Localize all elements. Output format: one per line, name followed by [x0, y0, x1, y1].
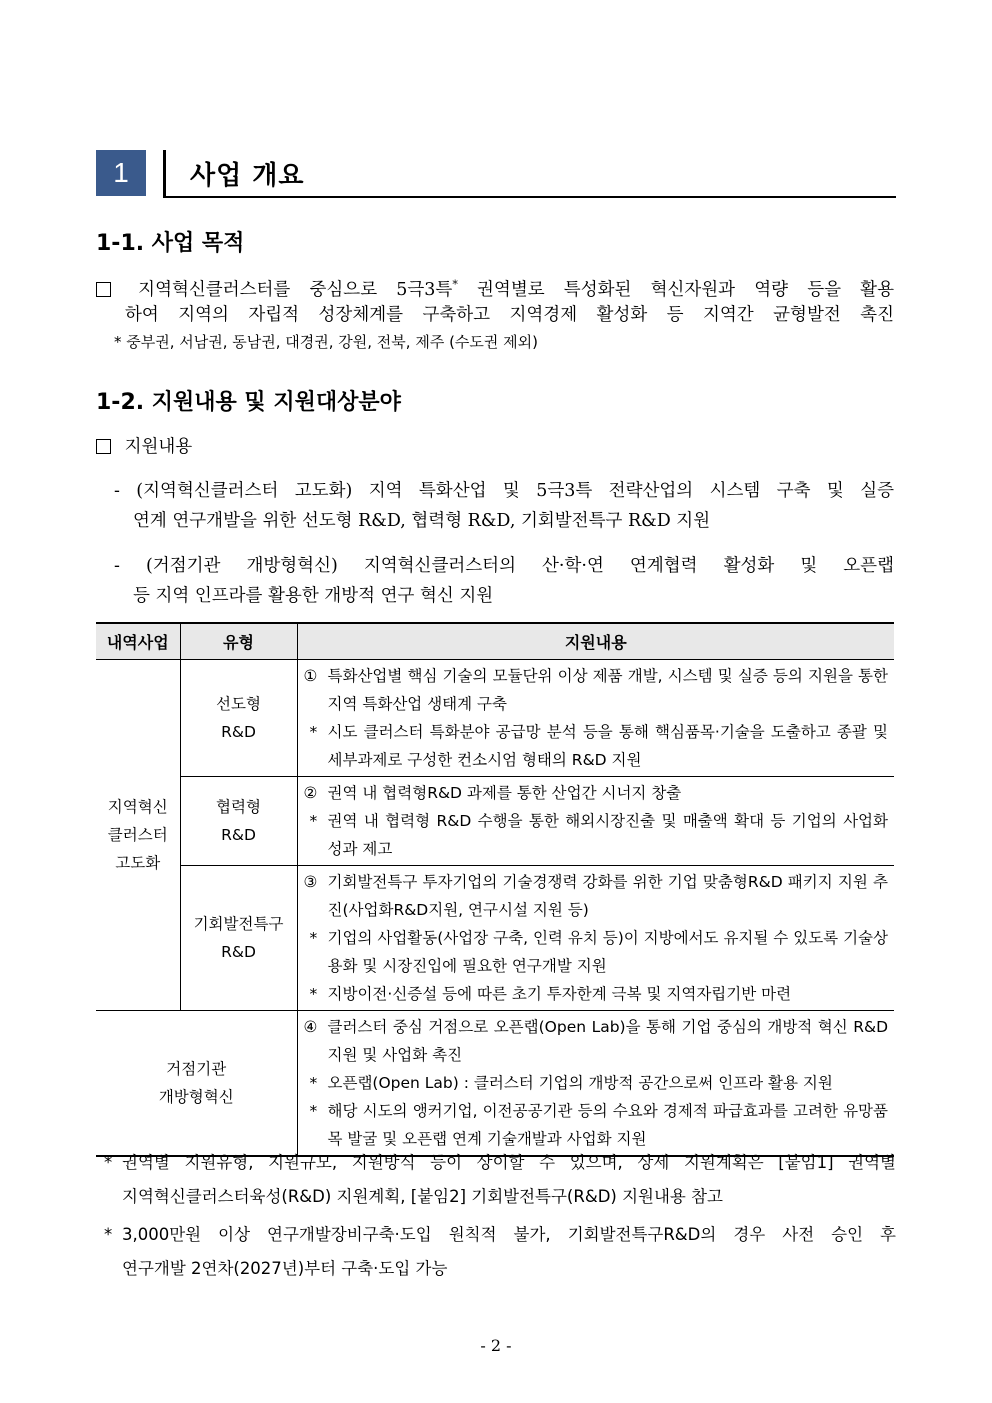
checkbox-icon: [96, 439, 111, 454]
section-divider-bar: [163, 150, 166, 198]
purpose-heading: 1-1. 사업 목적: [96, 231, 245, 256]
support-sub-note: * 해당 시도의 앵커기업, 이전공공기관 등의 수요와 경제적 파급효과를 고려한 유망품목 발굴 및 오픈랩 연계 기술개발과 사업화 지원: [309, 1102, 888, 1148]
purpose-line-1: 지역혁신클러스터를 중심으로 5극3특* 권역별로 특성화된 혁신자원과 역량 등을 활용: [96, 270, 894, 305]
support-content-cell: [297, 660, 894, 777]
support-label-line: 지원내용: [96, 432, 192, 462]
section-number-box: [96, 150, 146, 196]
support-main-item: ② 권역 내 협력형R&D 과제를 통한 산업간 시너지 창출: [303, 784, 682, 802]
section-number: 1: [113, 157, 129, 188]
support-bullet-2-line-1: - (거점기관 개방형혁신) 지역혁신클러스터의 산·학·연 연계협력 활성화 및 오픈랩: [114, 556, 894, 576]
support-content-cell: [297, 1011, 894, 1157]
support-bullet-1-line-2: 연계 연구개발을 위한 선도형 R&D, 협력형 R&D, 기회발전특구 R&D 지원: [133, 511, 711, 531]
support-content-cell: [297, 777, 894, 866]
table-row: [96, 866, 894, 1011]
purpose-line-2: 하여 지역의 자립적 성장체계를 구축하고 지역경제 활성화 등 지역간 균형발전 촉진: [125, 305, 894, 325]
program-cell: 지역혁신 클러스터 고도화: [96, 660, 180, 1011]
type-cell: 기회발전특구 R&D: [180, 866, 297, 1011]
section-title: 사업 개요: [190, 161, 305, 191]
support-main-item: ① 특화산업별 핵심 기술의 모듈단위 이상 제품 개발, 시스템 및 실증 등의 지원을 통한 지역 특화산업 생태계 구축: [303, 667, 888, 713]
footnote-1: * 권역별 지원유형, 지원규모, 지원방식 등이 상이할 수 있으며, 상세 지원계획은 [붙임1] 권역별 지역혁신클러스터육성(R&D) 지원계획, [붙임2] 기회발전특구(R&D) 지원내용 참고: [104, 1153, 896, 1206]
table-row: [96, 1011, 894, 1157]
header-type: 유형: [180, 623, 297, 660]
support-sub-note: * 기업의 사업활동(사업장 구축, 인력 유치 등)이 지방에서도 유지될 수 있도록 기술상용화 및 시장진입에 필요한 연구개발 지원: [309, 929, 888, 975]
support-sub-note: * 오픈랩(Open Lab) : 클러스터 기업의 개방적 공간으로써 인프라 활용 지원: [309, 1074, 833, 1092]
support-sub-note: * 시도 클러스터 특화분야 공급망 분석 등을 통해 핵심품목·기술을 도출하고 종괄 및 세부과제로 구성한 컨소시엄 형태의 R&D 지원: [309, 723, 888, 769]
support-content-cell: [297, 866, 894, 1011]
table-row: [96, 777, 894, 866]
support-heading: 1-2. 지원내용 및 지원대상분야: [96, 390, 401, 415]
support-bullet-2-line-2: 등 지역 인프라를 활용한 개방적 연구 혁신 지원: [133, 586, 494, 606]
purpose-note: * 중부권, 서남권, 동남권, 대경권, 강원, 전북, 제주 (수도권 제외): [114, 333, 538, 351]
header-content: 지원내용: [297, 623, 894, 660]
support-bullet-1-line-1: - (지역혁신클러스터 고도화) 지역 특화산업 및 5극3특 전략산업의 시스템 구축 및 실증: [114, 481, 894, 501]
footnote-2: * 3,000만원 이상 연구개발장비구축·도입 원칙적 불가, 기회발전특구R&D의 경우 사전 승인 후 연구개발 2연차(2027년)부터 구축·도입 가능: [104, 1225, 896, 1278]
support-sub-note: * 권역 내 협력형 R&D 수행을 통한 해외시장진출 및 매출액 확대 등 기업의 사업화 성과 제고: [309, 812, 888, 858]
table-row: [96, 660, 894, 777]
type-cell: 선도형 R&D: [180, 660, 297, 777]
header-program: 내역사업: [96, 623, 180, 660]
support-main-item: ④ 클러스터 중심 거점으로 오픈랩(Open Lab)을 통해 기업 중심의 개방적 혁신 R&D 지원 및 사업화 촉진: [303, 1018, 888, 1064]
page-number: - 2 -: [480, 1336, 512, 1355]
support-table: [96, 622, 894, 1157]
checkbox-icon: [96, 282, 111, 297]
type-cell: 협력형 R&D: [180, 777, 297, 866]
table-header-row: [96, 623, 894, 660]
section-underline: [163, 196, 896, 198]
support-main-item: ③ 기회발전특구 투자기업의 기술경쟁력 강화를 위한 기업 맞춤형R&D 패키지 지원 추진(사업화R&D지원, 연구시설 지원 등): [303, 873, 888, 919]
program-cell: 거점기관 개방형혁신: [96, 1011, 297, 1157]
support-sub-note: * 지방이전·신증설 등에 따른 초기 투자한계 극복 및 지역자립기반 마련: [309, 985, 792, 1003]
